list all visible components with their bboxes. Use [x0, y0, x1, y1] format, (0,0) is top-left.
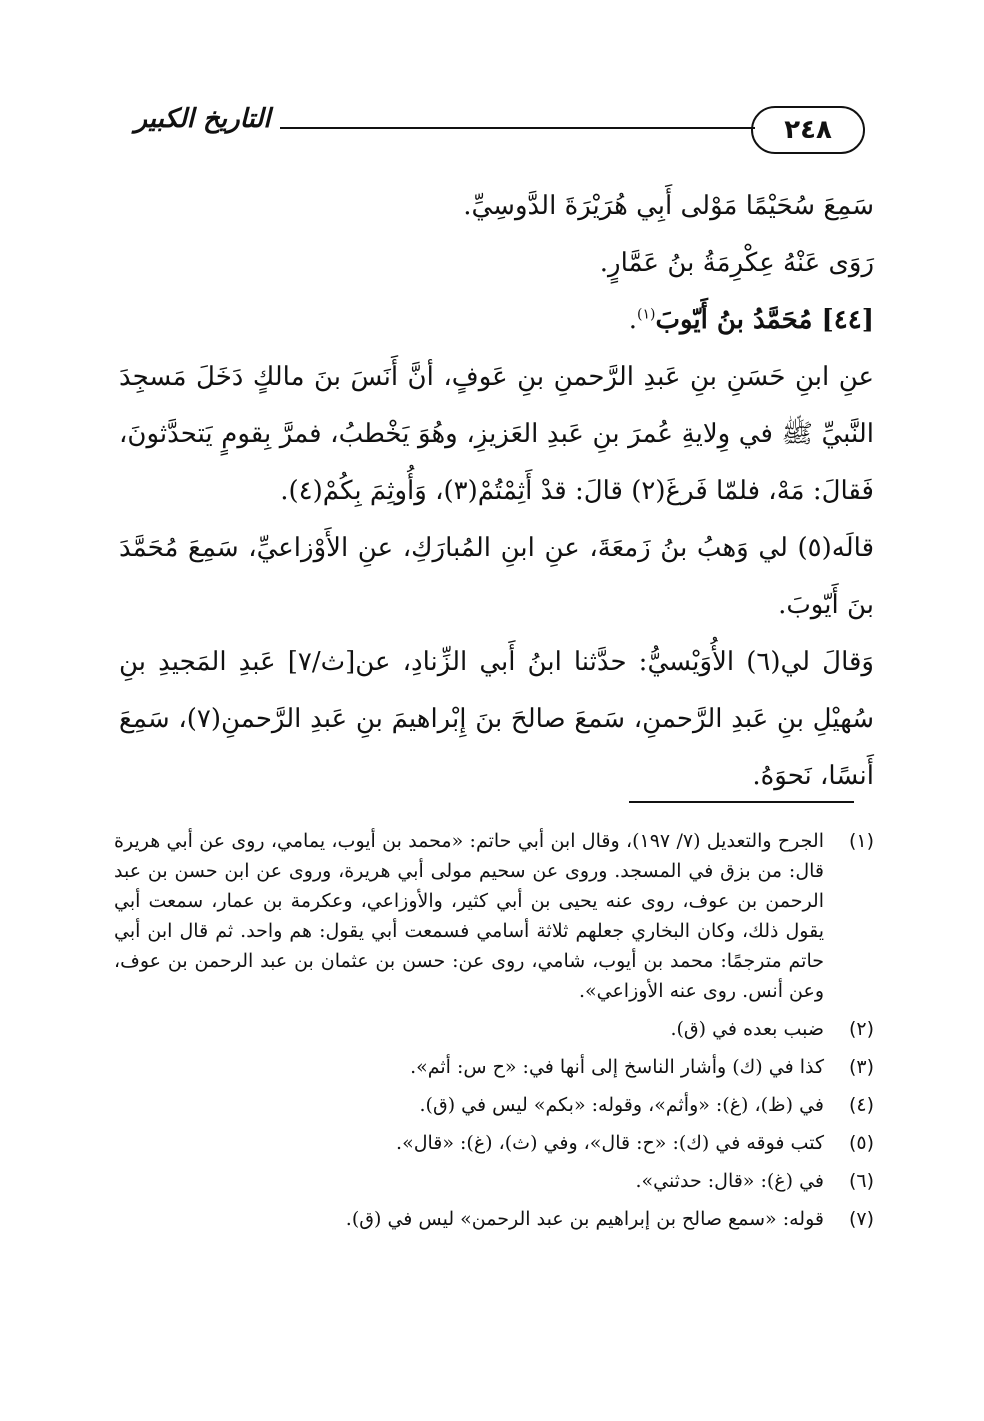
footnotes — [114, 826, 874, 1242]
footnote-text: قوله: «سمع صالح بن إبراهيم بن عبد الرحمن» ليس في (ق). — [345, 1208, 824, 1230]
footnote-number: (٤) — [848, 1094, 874, 1116]
book-title: التاريخ الكبير — [134, 104, 271, 134]
entry-title: [٤٤] مُحَمَّدُ بنُ أَيّوبَ — [655, 305, 874, 335]
footnote — [114, 1090, 874, 1120]
footnote-text: في (غ): «قال: حدثني». — [635, 1170, 824, 1192]
footnote — [114, 1052, 874, 1082]
footnote-text: الجرح والتعديل (٧/ ١٩٧)، وقال ابن أبي حاتم: «محمد بن أيوب، يمامي، روى عن أبي هريرة قال: من بزق في المسجد. وروى عن سحيم مولى أبي هريرة، وروى عن ابن حسن بن عبد الرحمن بن عوف، روى عنه يحيى بن أبي كثير، والأوزاعي، وعكرمة بن عمار، سمعت أبي يقول ذلك، وكان البخاري جعلهم ثلاثة أسامي فسمعت أبي يقول: هم واحد. ثم قال ابن أبي حاتم مترجمًا: محمد بن أيوب، شامي، روى عن: حسن بن عثمان بن عبد الرحمن بن عوف، وعن أنس. روى عنه الأوزاعي». — [114, 830, 824, 1002]
footnote-number: (٦) — [848, 1170, 874, 1192]
footnote-number: (٢) — [848, 1018, 874, 1040]
page-number: ٢٤٨ — [751, 106, 865, 154]
text-line: رَوَى عَنْهُ عِكْرِمَةُ بنُ عَمَّارٍ. — [599, 248, 874, 278]
footnote-text: كتب فوقه في (ك): «ح: قال»، وفي (ث)، (غ): «قال». — [396, 1132, 824, 1154]
header-rule — [280, 127, 755, 129]
footnote — [114, 1166, 874, 1196]
footnote — [114, 826, 874, 1006]
text-line: سَمِعَ سُحَيْمًا مَوْلى أَبِي هُرَيْرَةَ الدَّوسِيِّ. — [463, 191, 874, 221]
footnote — [114, 1128, 874, 1158]
footnote-number: (٥) — [848, 1132, 874, 1154]
entry-heading: [٤٤] مُحَمَّدُ بنُ أَيّوبَ$^{(١)}$. — [628, 305, 874, 335]
footnote — [114, 1204, 874, 1234]
footnote-text: في (ظ)، (غ): «وأثم»، وقوله: «بكم» ليس في (ق). — [419, 1094, 824, 1116]
footnote — [114, 1014, 874, 1044]
footnote-number: (١) — [848, 830, 874, 852]
footnote-number: (٣) — [848, 1056, 874, 1078]
footnote-text: كذا في (ك) وأشار الناسخ إلى أنها في: «ح س: أثم». — [410, 1056, 824, 1078]
footnote-separator — [629, 801, 854, 803]
paragraph: قالَه(٥) لي وَهبُ بنُ زَمعَةَ، عنِ ابنِ المُبارَكِ، عنِ الأَوْزاعيِّ، سَمِعَ مُحَمَّدَ بنَ أَيّوبَ. — [119, 533, 874, 620]
footnote-number: (٧) — [848, 1208, 874, 1230]
footnote-ref: (١) — [637, 306, 656, 323]
paragraph: وَقالَ لي(٦) الأُوَيْسيُّ: حدَّثنا ابنُ أَبي الزِّنادِ، عن[ث/٧] عَبدِ المَجيدِ بنِ سُهيْلِ بنِ عَبدِ الرَّحمنِ، سَمعَ صالحَ بنَ إِبْراهيمَ بنِ عَبدِ الرَّحمنِ(٧)، سَمِعَ أَنسًا، نَحوَهُ. — [119, 647, 874, 791]
footnote-text: ضبب بعده في (ق). — [670, 1018, 824, 1040]
paragraph: عنِ ابنِ حَسَنِ بنِ عَبدِ الرَّحمنِ بنِ عَوفٍ، أنَّ أَنَسَ بنَ مالكٍ دَخَلَ مَسجِدَ النَّبيِّ ﷺ في وِلايةِ عُمرَ بنِ عَبدِ العَزيزِ، وهُوَ يَخْطبُ، فمرَّ بِقومٍ يَتحدَّثونَ، فَقالَ: مَهْ، فلمّا فَرغَ(٢) قالَ: قدْ أَثِمْتُمْ(٣)، وَأُوثِمَ بِكُمْ(٤). — [119, 362, 874, 506]
main-text — [119, 178, 874, 805]
page-header — [130, 96, 865, 166]
